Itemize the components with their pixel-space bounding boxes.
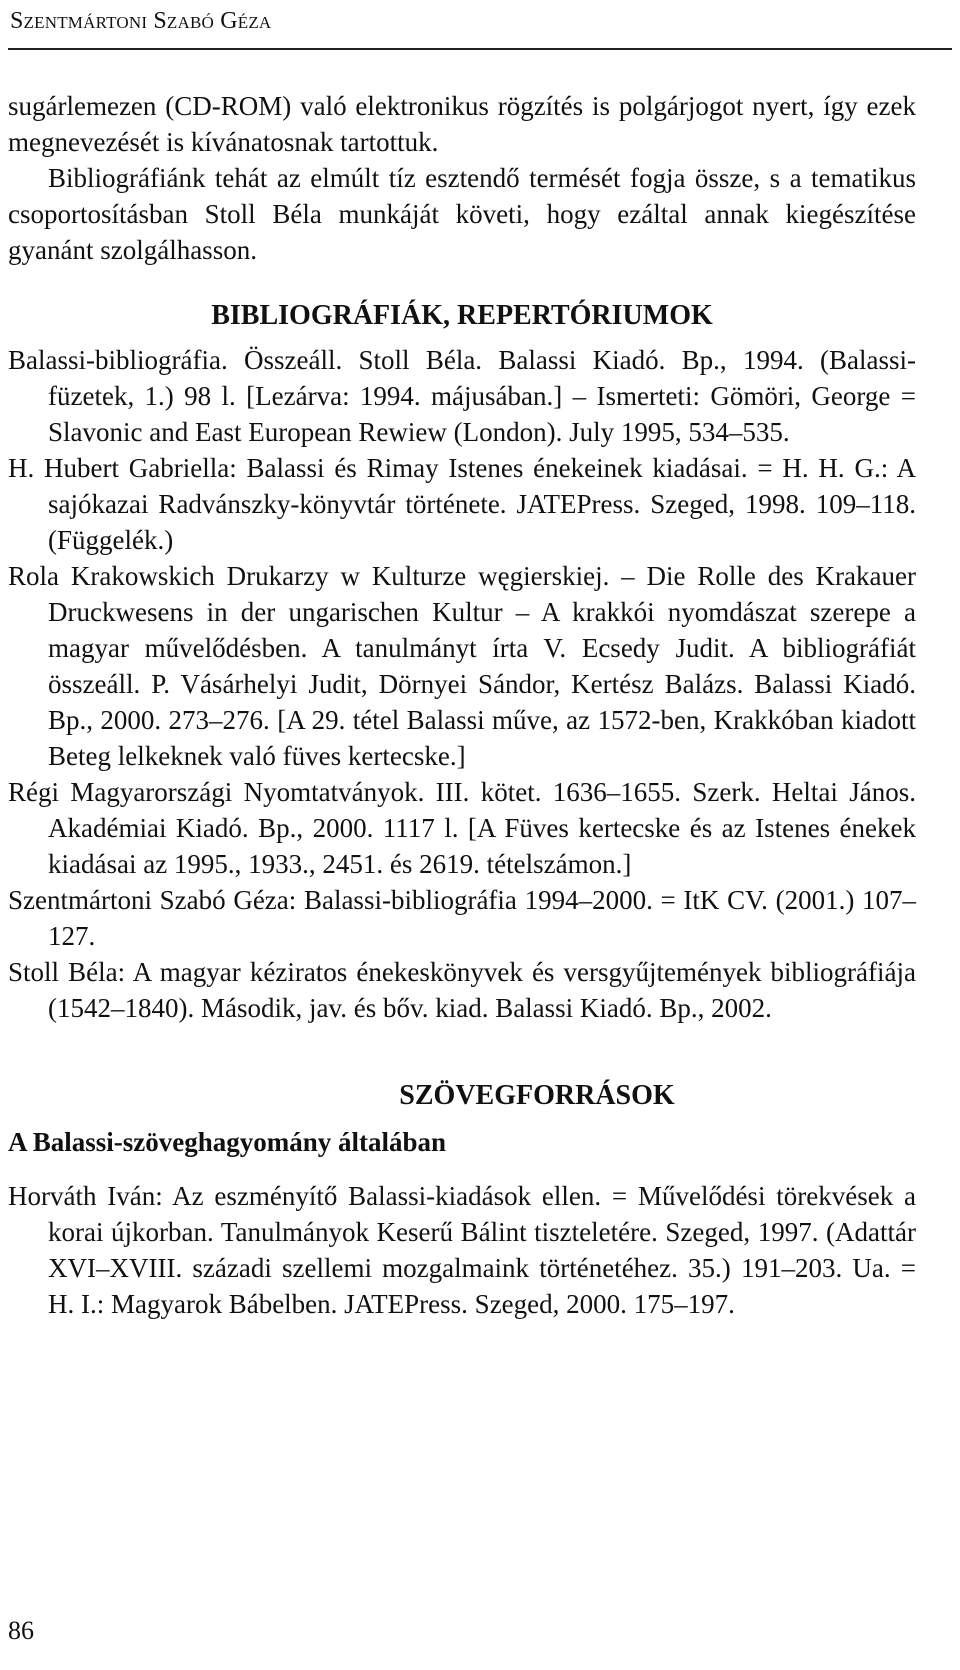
running-head: Szentmártoni Szabó Géza xyxy=(10,8,272,34)
section-title-text-sources: SZÖVEGFORRÁSOK xyxy=(399,1080,675,1111)
bibliography-entry: Stoll Béla: A magyar kéziratos énekeskönyvek és versgyűjtemények bibliográfiája (1542–1840). Második, jav. és bőv. kiad. Balassi Kiadó. Bp., 2002. xyxy=(8,957,916,1023)
bibliography-entry: Szentmártoni Szabó Géza: Balassi-bibliográfia 1994–2000. = ItK CV. (2001.) 107–127. xyxy=(8,885,916,951)
source-entry: Horváth Iván: Az eszményítő Balassi-kiadások ellen. = Művelődési törekvések a korai újkorban. Tanulmányok Keserű Bálint tiszteletére. Szeged, 1997. (Adattár XVI–XVIII. századi szellemi mozgalmaink történetéhez. 35.) 191–203. Ua. = H. I.: Magyarok Bábelben. JATEPress. Szeged, 2000. 175–197. xyxy=(8,1181,916,1319)
page-body xyxy=(8,88,916,1322)
bibliography-entry: Rola Krakowskich Drukarzy w Kulturze węgierskiej. – Die Rolle des Krakauer Druckwesens in der ungarischen Kultur – A krakkói nyomdászat szerepe a magyar művelődésben. A tanulmányt írta V. Ecsedy Judit. A bibliográfiát összeáll. P. Vásárhelyi Judit, Dörnyei Sándor, Kertész Balázs. Balassi Kiadó. Bp., 2000. 273–276. [A 29. tétel Balassi műve, az 1572-ben, Krakkóban kiadott Beteg lelkeknek való füves kertecske.] xyxy=(8,561,916,771)
subheading-text-tradition: A Balassi-szöveghagyomány általában xyxy=(8,1127,447,1157)
bibliography-entry: Balassi-bibliográfia. Összeáll. Stoll Béla. Balassi Kiadó. Bp., 1994. (Balassi-füzetek, 1.) 98 l. [Lezárva: 1994. májusában.] – Ismerteti: Gömöri, George = Slavonic and East European Rewiew (London). July 1995, 534–535. xyxy=(8,345,916,447)
intro-paragraph-1: sugárlemezen (CD-ROM) való elektronikus rögzítés is polgárjogot nyert, így ezek megnevezését is kívánatosnak tartottuk. xyxy=(8,91,916,157)
section-title-bibliographies: BIBLIOGRÁFIÁK, REPERTÓRIUMOK xyxy=(211,300,713,331)
intro-paragraph-2: Bibliográfiánk tehát az elmúlt tíz esztendő termését fogja össze, s a tematikus csoportosításban Stoll Béla munkáját követi, hogy ezáltal annak kiegészítése gyanánt szolgálhasson. xyxy=(8,163,916,265)
bibliography-entry: Régi Magyarországi Nyomtatványok. III. kötet. 1636–1655. Szerk. Heltai János. Akadémiai Kiadó. Bp., 2000. 1117 l. [A Füves kertecske és az Istenes énekek kiadásai az 1995., 1933., 2451. és 2619. tételszámon.] xyxy=(8,777,916,879)
page-header xyxy=(8,2,952,50)
page-number: 86 xyxy=(8,1616,34,1645)
bibliography-entry: H. Hubert Gabriella: Balassi és Rimay Istenes énekeinek kiadásai. = H. H. G.: A sajókazai Radvánszky-könyvtár története. JATEPress. Szeged, 1998. 109–118. (Függelék.) xyxy=(8,453,916,555)
